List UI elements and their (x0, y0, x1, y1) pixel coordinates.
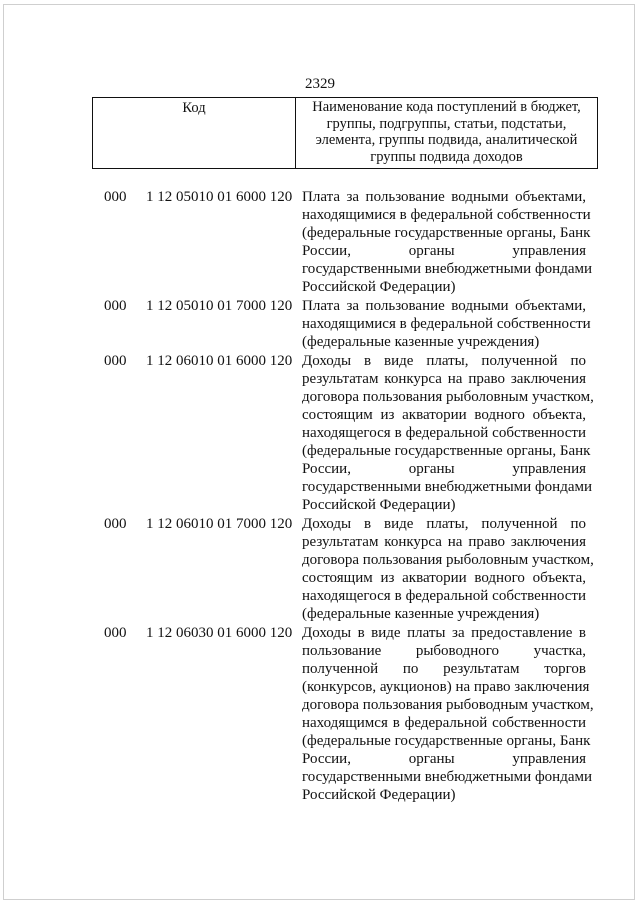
admin-code: 000 (104, 353, 127, 369)
description-line: (федеральные государственные органы, Банк (302, 733, 591, 749)
header-code-cell (93, 98, 296, 169)
income-code-row (0, 624, 640, 804)
description-line: России, органы управления (302, 461, 586, 477)
description-line: Российской Федерации) (302, 279, 456, 295)
description-line: (федеральные государственные органы, Банк (302, 225, 591, 241)
description-line: (федеральные казенные учреждения) (302, 334, 540, 350)
admin-code: 000 (104, 189, 127, 205)
budget-classification-code: 1 12 06010 01 6000 120 (146, 353, 293, 369)
description-line: находящимся в федеральной собственности (302, 715, 586, 731)
header-name-cell (296, 98, 598, 169)
income-description (302, 352, 594, 514)
admin-code: 000 (104, 298, 127, 314)
description-line: Российской Федерации) (302, 497, 456, 513)
description-line: находящимися в федеральной собственности (302, 207, 591, 223)
description-line: Плата за пользование водными объектами, (302, 298, 586, 314)
column-header-table (92, 97, 598, 169)
income-description (302, 624, 594, 804)
income-code-row (0, 297, 640, 351)
description-line: государственными внебюджетными фондами (302, 769, 593, 785)
description-line: результатам конкурса на право заключения (302, 534, 586, 550)
description-line: Плата за пользование водными объектами, (302, 189, 586, 205)
income-code-row (0, 352, 640, 514)
page-number: 2329 (305, 76, 335, 92)
income-description (302, 188, 593, 296)
budget-classification-code: 1 12 05010 01 7000 120 (146, 298, 293, 314)
description-line: договора пользования рыбоводным участком, (302, 697, 594, 713)
description-line: (конкурсов, аукционов) на право заключения (302, 679, 590, 695)
income-description (302, 297, 591, 351)
description-line: России, органы управления (302, 751, 586, 767)
description-line: договора пользования рыболовным участком, (302, 389, 594, 405)
header-name-line: Наименование кода поступлений в бюджет, (312, 99, 581, 115)
budget-classification-code: 1 12 06010 01 7000 120 (146, 516, 293, 532)
income-description (302, 515, 594, 623)
description-line: договора пользования рыболовным участком, (302, 552, 594, 568)
description-line: находящимися в федеральной собственности (302, 316, 591, 332)
description-line: государственными внебюджетными фондами (302, 479, 593, 495)
header-name-line: элемента, группы подвида, аналитической (315, 132, 578, 148)
description-line: (федеральные государственные органы, Банк (302, 443, 591, 459)
income-code-row (0, 188, 640, 296)
description-line: полученной по результатам торгов (302, 661, 586, 677)
description-line: находящегося в федеральной собственности (302, 588, 586, 604)
description-line: России, органы управления (302, 243, 586, 259)
description-line: Доходы в виде платы, полученной по (302, 516, 586, 532)
header-code-label: Код (182, 100, 206, 116)
description-line: находящегося в федеральной собственности (302, 425, 586, 441)
description-line: Доходы в виде платы, полученной по (302, 353, 586, 369)
admin-code: 000 (104, 625, 127, 641)
description-line: состоящим из акватории водного объекта, (302, 570, 586, 586)
admin-code: 000 (104, 516, 127, 532)
budget-classification-code: 1 12 06030 01 6000 120 (146, 625, 293, 641)
budget-classification-code: 1 12 05010 01 6000 120 (146, 189, 293, 205)
description-line: Российской Федерации) (302, 787, 456, 803)
income-code-row (0, 515, 640, 623)
header-name-line: группы подвида доходов (370, 148, 523, 165)
description-line: (федеральные казенные учреждения) (302, 606, 540, 622)
description-line: состоящим из акватории водного объекта, (302, 407, 586, 423)
description-line: пользование рыбоводного участка, (302, 643, 586, 659)
income-code-list (0, 188, 640, 804)
description-line: результатам конкурса на право заключения (302, 371, 586, 387)
description-line: Доходы в виде платы за предоставление в (302, 625, 586, 641)
description-line: государственными внебюджетными фондами (302, 261, 593, 277)
header-name-line: группы, подгруппы, статьи, подстатьи, (326, 115, 567, 132)
